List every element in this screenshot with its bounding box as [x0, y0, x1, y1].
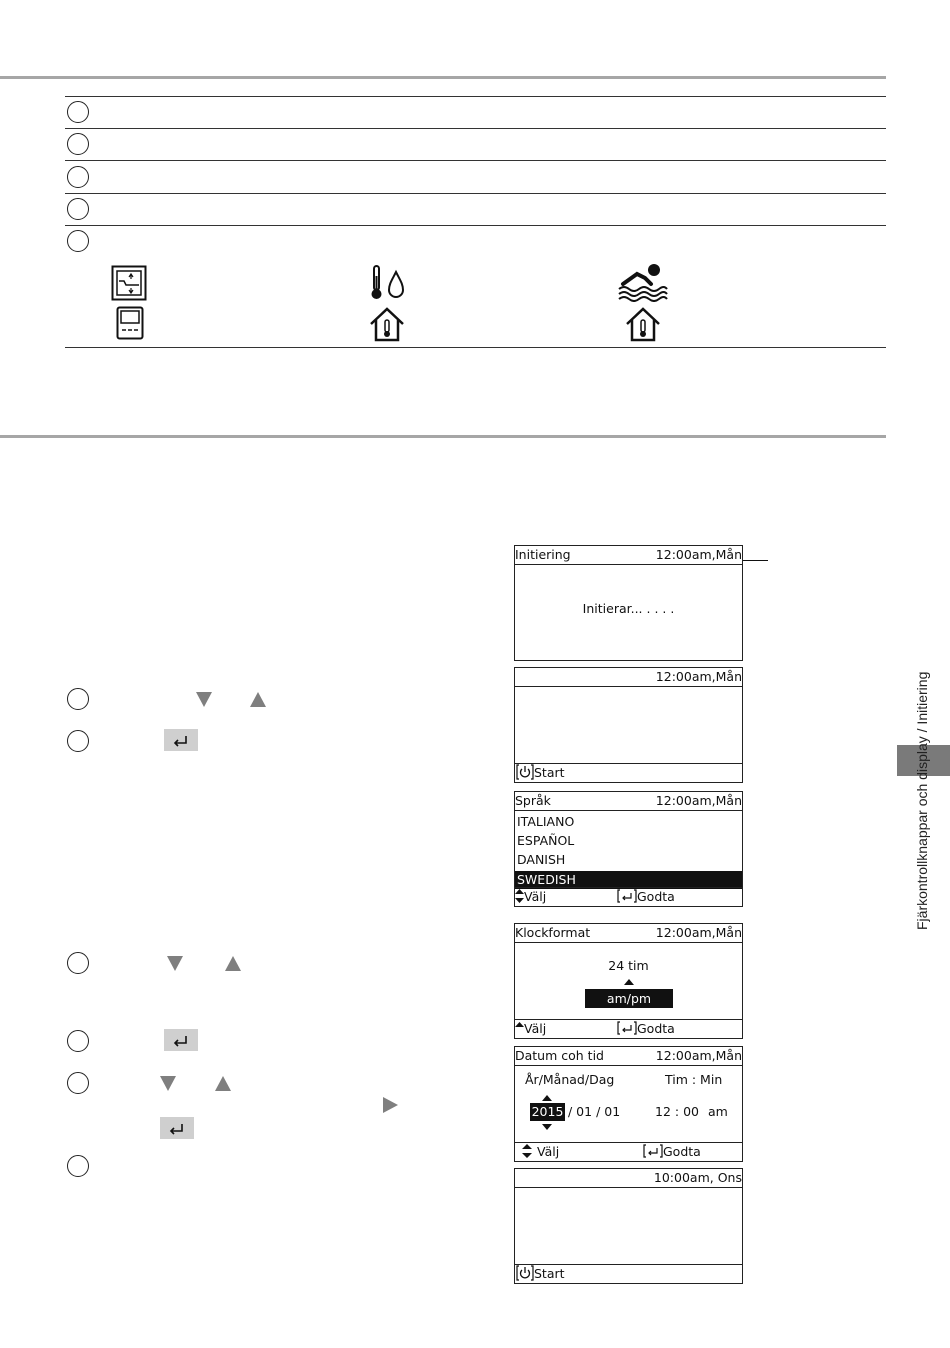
screen-header: [515, 1047, 742, 1066]
screen-header: [515, 924, 742, 943]
display-screen-start: [514, 667, 743, 783]
table-line: [65, 347, 886, 348]
section-rule: [0, 435, 886, 438]
step-circle: [67, 952, 89, 974]
screen-clock: 12:00am,Mån: [655, 925, 742, 940]
remote-control-icon: [116, 306, 144, 340]
table-line: [65, 160, 886, 161]
power-icon: [516, 764, 534, 780]
step-circle: [67, 230, 89, 252]
step-circle: [67, 1155, 89, 1177]
table-line: [65, 96, 886, 97]
table-line: [65, 225, 886, 226]
display-screen-clockformat: [514, 923, 743, 1039]
up-icon: [515, 1021, 524, 1031]
language-option[interactable]: ITALIANO: [517, 814, 575, 829]
display-screen-final: [514, 1168, 743, 1284]
table-line: [65, 128, 886, 129]
top-rule: [0, 76, 886, 79]
step-circle: [67, 101, 89, 123]
footer-label: Start: [534, 1266, 565, 1281]
enter-icon: [617, 889, 637, 903]
enter-icon: [643, 1144, 663, 1158]
up-down-icon: [521, 1144, 533, 1158]
step-circle: [67, 133, 89, 155]
callout-line: [743, 560, 768, 561]
up-down-icon: [515, 889, 524, 903]
step-circle: [67, 688, 89, 710]
footer-select-label: Välj: [524, 1021, 547, 1036]
up-arrow-icon: [222, 952, 244, 974]
language-option-selected[interactable]: SWEDISH: [515, 871, 742, 889]
swimming-icon: [617, 262, 669, 302]
ampm-value[interactable]: am: [708, 1104, 728, 1119]
screen-title: Datum coh tid: [515, 1048, 604, 1063]
step-circle: [67, 166, 89, 188]
screen-footer: [515, 1142, 742, 1161]
display-screen-language: [514, 791, 743, 907]
screen-title: Språk: [515, 793, 551, 808]
init-message: Initierar... . . . .: [582, 601, 675, 616]
footer-accept-label: Godta: [637, 1021, 675, 1036]
screen-footer: [515, 763, 742, 782]
screen-footer: [515, 1264, 742, 1283]
screen-clock: 10:00am, Ons: [653, 1170, 742, 1185]
enter-icon: [617, 1021, 637, 1035]
up-indicator-icon: [623, 978, 635, 986]
up-arrow-icon: [247, 688, 269, 710]
language-option[interactable]: ESPAÑOL: [517, 833, 575, 848]
footer-accept-label: Godta: [663, 1144, 701, 1159]
up-indicator-icon: [542, 1095, 552, 1101]
screen-header: [515, 792, 742, 811]
screen-title: Klockformat: [515, 925, 591, 940]
table-line: [65, 193, 886, 194]
time-label: Tim : Min: [665, 1072, 723, 1087]
language-option[interactable]: DANISH: [517, 852, 566, 867]
step-circle: [67, 730, 89, 752]
screen-clock: 12:00am,Mån: [655, 793, 742, 808]
screen-clock: 12:00am,Mån: [655, 1048, 742, 1063]
screen-header: [515, 546, 742, 565]
clockformat-option[interactable]: 24 tim: [608, 958, 649, 973]
down-arrow-icon: [164, 952, 186, 974]
display-screen-datetime: [514, 1046, 743, 1162]
year-field[interactable]: 2015: [531, 1104, 564, 1119]
date-label: År/Månad/Dag: [525, 1072, 615, 1087]
enter-key-icon: [164, 729, 198, 751]
thermometer-water-icon: [368, 264, 408, 302]
step-circle: [67, 198, 89, 220]
screen-footer: [515, 887, 742, 906]
time-value[interactable]: 12 : 00: [655, 1104, 699, 1119]
date-month-day[interactable]: / 01 / 01: [568, 1104, 621, 1119]
display-screen-init: [514, 545, 743, 661]
clockformat-option-selected[interactable]: am/pm: [585, 989, 673, 1008]
chapter-tab-label: Fjärkontrollknappar och display / Initiering: [914, 671, 930, 930]
screen-clock: 12:00am,Mån: [655, 547, 742, 562]
down-arrow-icon: [157, 1072, 179, 1094]
screen-header: [515, 668, 742, 687]
step-circle: [67, 1030, 89, 1052]
house-temperature-icon: [368, 306, 406, 342]
right-arrow-icon: [379, 1094, 401, 1116]
house-temperature-icon: [624, 306, 662, 342]
footer-select-label: Välj: [536, 1144, 560, 1159]
enter-key-icon: [160, 1117, 194, 1139]
up-arrow-icon: [212, 1072, 234, 1094]
step-circle: [67, 1072, 89, 1094]
footer-select-label: Välj: [524, 889, 547, 904]
down-arrow-icon: [193, 688, 215, 710]
screen-footer: [515, 1019, 742, 1038]
down-indicator-icon: [542, 1124, 552, 1130]
heat-exchanger-icon: [111, 265, 147, 301]
footer-label: Start: [534, 765, 565, 780]
screen-title: Initiering: [515, 547, 571, 562]
screen-header: [515, 1169, 742, 1188]
screen-clock: 12:00am,Mån: [655, 669, 742, 684]
power-icon: [516, 1265, 534, 1281]
enter-key-icon: [164, 1029, 198, 1051]
footer-accept-label: Godta: [637, 889, 675, 904]
